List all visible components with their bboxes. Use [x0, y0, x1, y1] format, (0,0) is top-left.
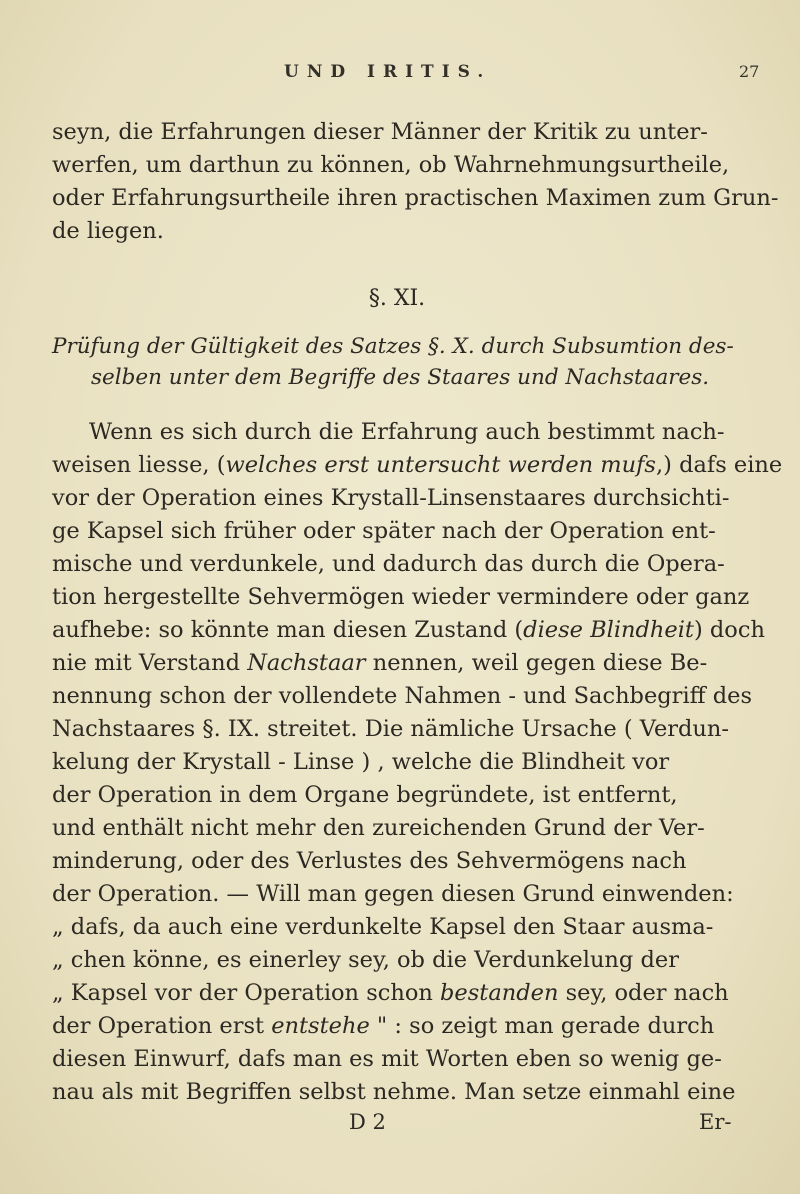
body-line-3: vor der Operation eines Krystall-Linsenstaares durchsichti- — [52, 485, 730, 511]
intro-line-1: seyn, die Erfahrungen dieser Männer der Kritik zu unter- — [52, 119, 708, 145]
body-italic: entstehe — [271, 1013, 370, 1039]
section-heading — [0, 286, 800, 311]
intro-line-2: werfen, um darthun zu können, ob Wahrnehmungsurtheile, — [52, 152, 730, 178]
body-line-18 — [52, 978, 729, 1008]
body-text: " : so zeigt man gerade durch — [369, 1013, 715, 1039]
body-line-5: mische und verdunkele, und dadurch das durch die Opera- — [52, 551, 725, 577]
body-italic: bestanden — [440, 980, 559, 1006]
section-rubric-line-2: selben unter dem Begriffe des Staares und Nachstaares. — [91, 365, 710, 390]
body-line-6: tion hergestellte Sehvermögen wieder vermindere oder ganz — [52, 584, 750, 610]
body-line-9: nennung schon der vollendete Nahmen - und Sachbegriff des — [52, 683, 753, 709]
body-text: sey, oder nach — [558, 980, 729, 1006]
body-line-14: minderung, oder des Verlustes des Sehvermögens nach — [52, 848, 687, 874]
intro-line-4: de liegen. — [52, 218, 164, 244]
body-italic: diese Blindheit — [523, 617, 694, 643]
body-line-11: kelung der Krystall - Linse ) , welche die Blindheit vor — [52, 749, 670, 775]
body-text: nennen, weil gegen diese Be- — [365, 650, 708, 676]
page-number: 27 — [739, 62, 760, 81]
section-number: §. XI. — [368, 286, 426, 311]
body-text: aufhebe: so könnte man diesen Zustand ( — [52, 617, 524, 643]
body-line-4: ge Kapsel sich früher oder später nach der Operation ent- — [52, 518, 716, 544]
body-text: nie mit Verstand — [52, 650, 248, 676]
body-text: „ Kapsel vor der Operation schon — [52, 980, 441, 1006]
body-text: weisen liesse, ( — [52, 452, 226, 478]
body-text: der Operation erst — [52, 1013, 272, 1039]
body-italic: Nachstaar — [247, 650, 366, 676]
body-text: ,) dafs eine — [655, 452, 783, 478]
signature-mark: D 2 — [349, 1110, 386, 1134]
intro-line-3: oder Erfahrungsurtheile ihren practischen Maximen zum Grun- — [52, 185, 779, 211]
body-line-2 — [52, 450, 782, 480]
body-text: ) doch — [693, 617, 765, 643]
body-line-21: nau als mit Begriffen selbst nehme. Man setze einmahl eine — [52, 1079, 736, 1105]
body-line-12: der Operation in dem Organe begründete, ist entfernt, — [52, 782, 678, 808]
catchword: Er- — [699, 1110, 732, 1134]
body-line-10: Nachstaares §. IX. streitet. Die nämliche Ursache ( Verdun- — [52, 716, 730, 742]
body-line-16: „ dafs, da auch eine verdunkelte Kapsel den Staar ausma- — [52, 914, 714, 940]
body-italic: welches erst untersucht werden mufs — [225, 452, 656, 478]
section-rubric-line-1: Prüfung der Gültigkeit des Satzes §. X. durch Subsumtion des- — [52, 334, 734, 359]
body-line-13: und enthält nicht mehr den zureichenden Grund der Ver- — [52, 815, 705, 841]
body-line-17: „ chen könne, es einerley sey, ob die Verdunkelung der — [52, 947, 679, 973]
body-line-19 — [52, 1011, 714, 1041]
body-line-15: der Operation. — Will man gegen diesen Grund einwenden: — [52, 881, 734, 907]
body-line-8 — [52, 648, 707, 678]
body-line-7 — [52, 615, 765, 645]
running-title: UND IRITIS. — [284, 62, 492, 82]
body-line-20: diesen Einwurf, dafs man es mit Worten eben so wenig ge- — [52, 1046, 722, 1072]
body-line-1: Wenn es sich durch die Erfahrung auch bestimmt nach- — [89, 419, 725, 445]
page-header — [0, 62, 800, 92]
